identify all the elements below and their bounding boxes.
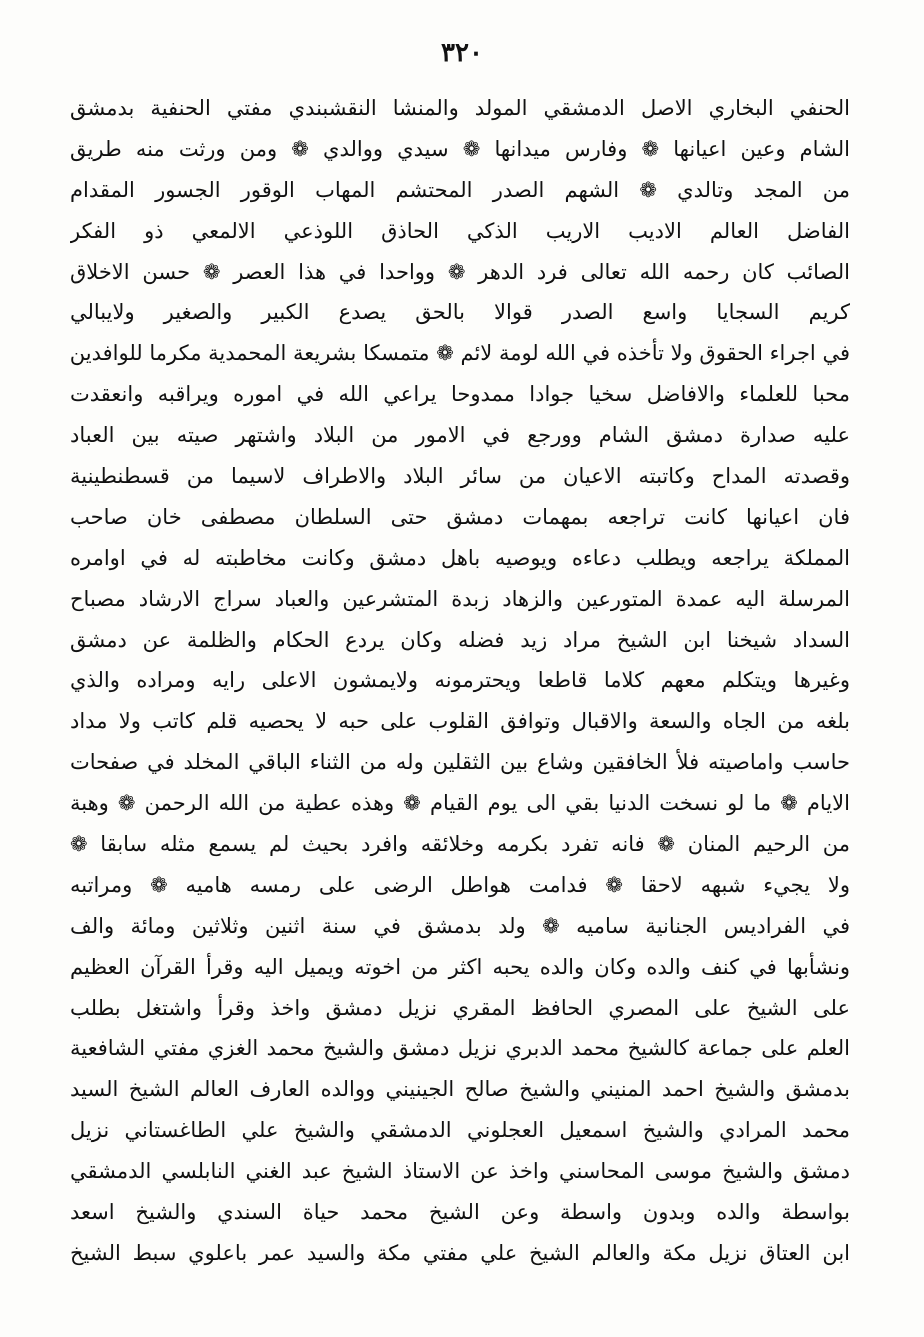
text-line: من المجد وتالدي ❁ الشهم الصدر المحتشم المهاب الوقور الجسور المقدام [70,177,850,202]
text-line: الصائب كان رحمه الله تعالى فرد الدهر ❁ وواحدا في هذا العصر ❁ حسن الاخلاق [70,259,850,284]
text-line: من الرحيم المنان ❁ فانه تفرد بكرمه وخلائقه وافرد بحيث لم يسمع مثله سابقا ❁ [70,832,850,857]
text-body [70,88,850,1274]
text-line: عليه صدارة دمشق الشام وورجع في الامور من البلاد واشتهر صيته بين العباد [70,423,850,448]
text-line: ونشأبها في كنف والده وكان والده يحبه اكثر من اخوته ويميل اليه وقرأ القرآن العظيم [70,954,850,979]
text-line: وقصدته المداح وكاتبته الاعيان من سائر البلاد والاطراف لاسيما من قسطنطينية [70,464,850,489]
text-line: ولا يجيء شبهه لاحقا ❁ فدامت هواطل الرضى على رمسه هاميه ❁ ومراتبه [70,872,850,897]
text-line: العلم على جماعة كالشيخ محمد الدبري نزيل دمشق والشيخ محمد الغزي مفتي الشافعية [70,1036,850,1061]
text-line: الشام وعين اعيانها ❁ وفارس ميدانها ❁ سيدي ووالدي ❁ ومن ورثت منه طريق [70,136,850,161]
text-line: على الشيخ على المصري الحافظ المقري نزيل دمشق واخذ وقرأ واشتغل بطلب [70,995,850,1020]
text-line: محمد المرادي والشيخ اسمعيل العجلوني الدمشقي والشيخ علي الطاغستاني نزيل [70,1118,850,1143]
text-line: حاسب واماصيته فلأ الخافقين وشاع بين الثقلين وله من الثناء الباقي المخلد في صفحات [70,750,850,775]
text-line: في الفراديس الجنانية ساميه ❁ ولد بدمشق في سنة اثنين وثلاثين ومائة والف [70,913,850,938]
text-line: الايام ❁ ما لو نسخت الدنيا بقي الى يوم القيام ❁ وهذه عطية من الله الرحمن ❁ وهبة [70,791,850,816]
text-line: الفاضل العالم الاديب الاريب الذكي الحاذق اللوذعي الالمعي ذو الفكر [70,218,850,243]
page-number: ٣٢٠ [441,38,483,68]
text-line: المملكة يراجعه ويطلب دعاءه ويوصيه باهل دمشق وكانت مخاطبته له في اوامره [70,545,850,570]
text-line: بدمشق والشيخ احمد المنيني والشيخ صالح الجينيني ووالده العارف العالم الشيخ السيد [70,1077,850,1102]
text-line: في اجراء الحقوق ولا تأخذه في الله لومة لائم ❁ متمسكا بشريعة المحمدية مكرما للوافدين [70,341,850,366]
text-line: محبا للعلماء والافاضل سخيا جوادا ممدوحا يراعي الله في اموره ويراقبه وانعقدت [70,382,850,407]
text-line: كريم السجايا واسع الصدر قوالا بالحق يصدع الكبير والصغير ولايبالي [70,300,850,325]
text-line: بلغه من الجاه والسعة والاقبال وتوافق القلوب على حبه لا يحصيه قلم كاتب ولا مداد [70,709,850,734]
text-line: دمشق والشيخ موسى المحاسني واخذ عن الاستاذ الشيخ عبد الغني النابلسي الدمشقي [70,1159,850,1184]
text-line: المرسلة اليه عمدة المتورعين والزهاد زبدة المتشرعين والعباد سراج الارشاد مصباح [70,586,850,611]
text-line: السداد شيخنا ابن الشيخ مراد زيد فضله وكان يردع الحكام والظلمة عن دمشق [70,627,850,652]
text-line: الحنفي البخاري الاصل الدمشقي المولد والمنشا النقشبندي مفتي الحنفية بدمشق [70,96,850,120]
text-line: بواسطة والده وبدون واسطة وعن الشيخ محمد حياة السندي والشيخ اسعد [70,1200,850,1225]
text-line: ابن العتاق نزيل مكة والعالم الشيخ علي مفتي مكة والسيد عمر باعلوي سبط الشيخ [70,1240,850,1265]
text-line: فان اعيانها كانت تراجعه بمهمات دمشق حتى السلطان مصطفى خان صاحب [70,504,850,529]
text-line: وغيرها ويتكلم معهم كلاما قاطعا ويحترمونه ولايمشون الاعلى رايه ومراده والذي [70,668,850,693]
